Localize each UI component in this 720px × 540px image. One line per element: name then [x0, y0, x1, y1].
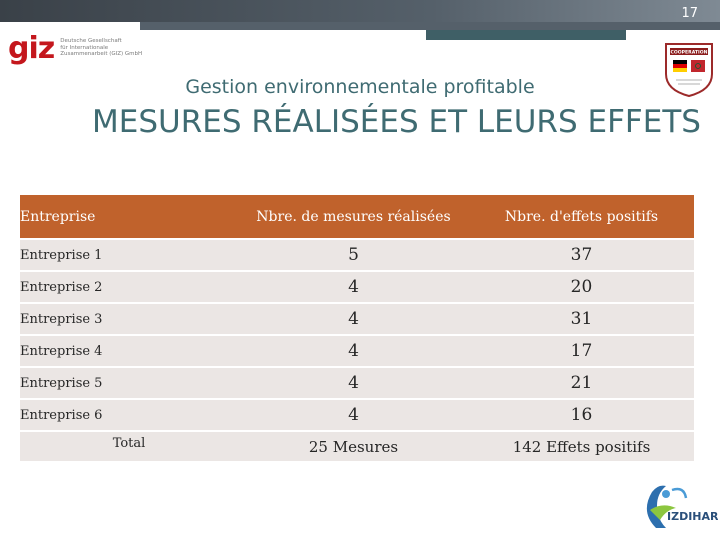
- header-mesures: Nbre. de mesures réalisées: [238, 195, 469, 239]
- cell-effets: 16: [469, 399, 694, 431]
- results-table: [20, 195, 694, 463]
- table-header-row: [20, 195, 694, 239]
- giz-logo: [8, 31, 143, 66]
- cell-mesures: 4: [238, 271, 469, 303]
- table-row: [20, 367, 694, 399]
- cell-mesures: 4: [238, 399, 469, 431]
- cell-mesures: 4: [238, 303, 469, 335]
- izdihar-label: IZDIHAR: [667, 510, 718, 523]
- cell-entreprise: Entreprise 6: [20, 399, 238, 431]
- cell-entreprise: Entreprise 1: [20, 239, 238, 271]
- table-row: [20, 239, 694, 271]
- header-effets: Nbre. d'effets positifs: [469, 195, 694, 239]
- giz-logo-word: giz: [8, 31, 55, 66]
- cell-effets: 17: [469, 335, 694, 367]
- giz-logo-line: Zusammenarbeit (GIZ) GmbH: [60, 51, 143, 57]
- cell-entreprise: Entreprise 2: [20, 271, 238, 303]
- table-total-row: [20, 431, 694, 462]
- cell-effets: 21: [469, 367, 694, 399]
- cell-entreprise: Entreprise 3: [20, 303, 238, 335]
- cell-total-effets: 142 Effets positifs: [469, 431, 694, 462]
- cell-effets: 20: [469, 271, 694, 303]
- top-bar-notch: [0, 22, 140, 28]
- giz-logo-line: Deutsche Gesellschaft: [60, 38, 122, 44]
- cell-entreprise: Entreprise 5: [20, 367, 238, 399]
- table-row: [20, 335, 694, 367]
- cell-total-label: Total: [20, 431, 238, 462]
- page-number: 17: [681, 6, 698, 21]
- slide-title: MESURES RÉALISÉES ET LEURS EFFETS: [92, 104, 701, 140]
- cell-effets: 37: [469, 239, 694, 271]
- header-entreprise: Entreprise: [20, 195, 238, 239]
- cell-total-mesures: 25 Mesures: [238, 431, 469, 462]
- header-strip: [140, 22, 720, 30]
- cooperation-label: COOPERATION: [670, 50, 708, 56]
- cell-mesures: 4: [238, 367, 469, 399]
- slide-subtitle: Gestion environnementale profitable: [185, 76, 535, 98]
- top-bar: [0, 0, 720, 22]
- izdihar-logo-icon: [636, 480, 718, 538]
- cell-entreprise: Entreprise 4: [20, 335, 238, 367]
- giz-logo-subtext: [60, 38, 142, 58]
- header-strip-accent: [426, 30, 626, 40]
- table-row: [20, 303, 694, 335]
- cell-mesures: 5: [238, 239, 469, 271]
- table-row: [20, 399, 694, 431]
- table-row: [20, 271, 694, 303]
- cell-mesures: 4: [238, 335, 469, 367]
- cell-effets: 31: [469, 303, 694, 335]
- giz-logo-line: für Internationale: [60, 44, 109, 51]
